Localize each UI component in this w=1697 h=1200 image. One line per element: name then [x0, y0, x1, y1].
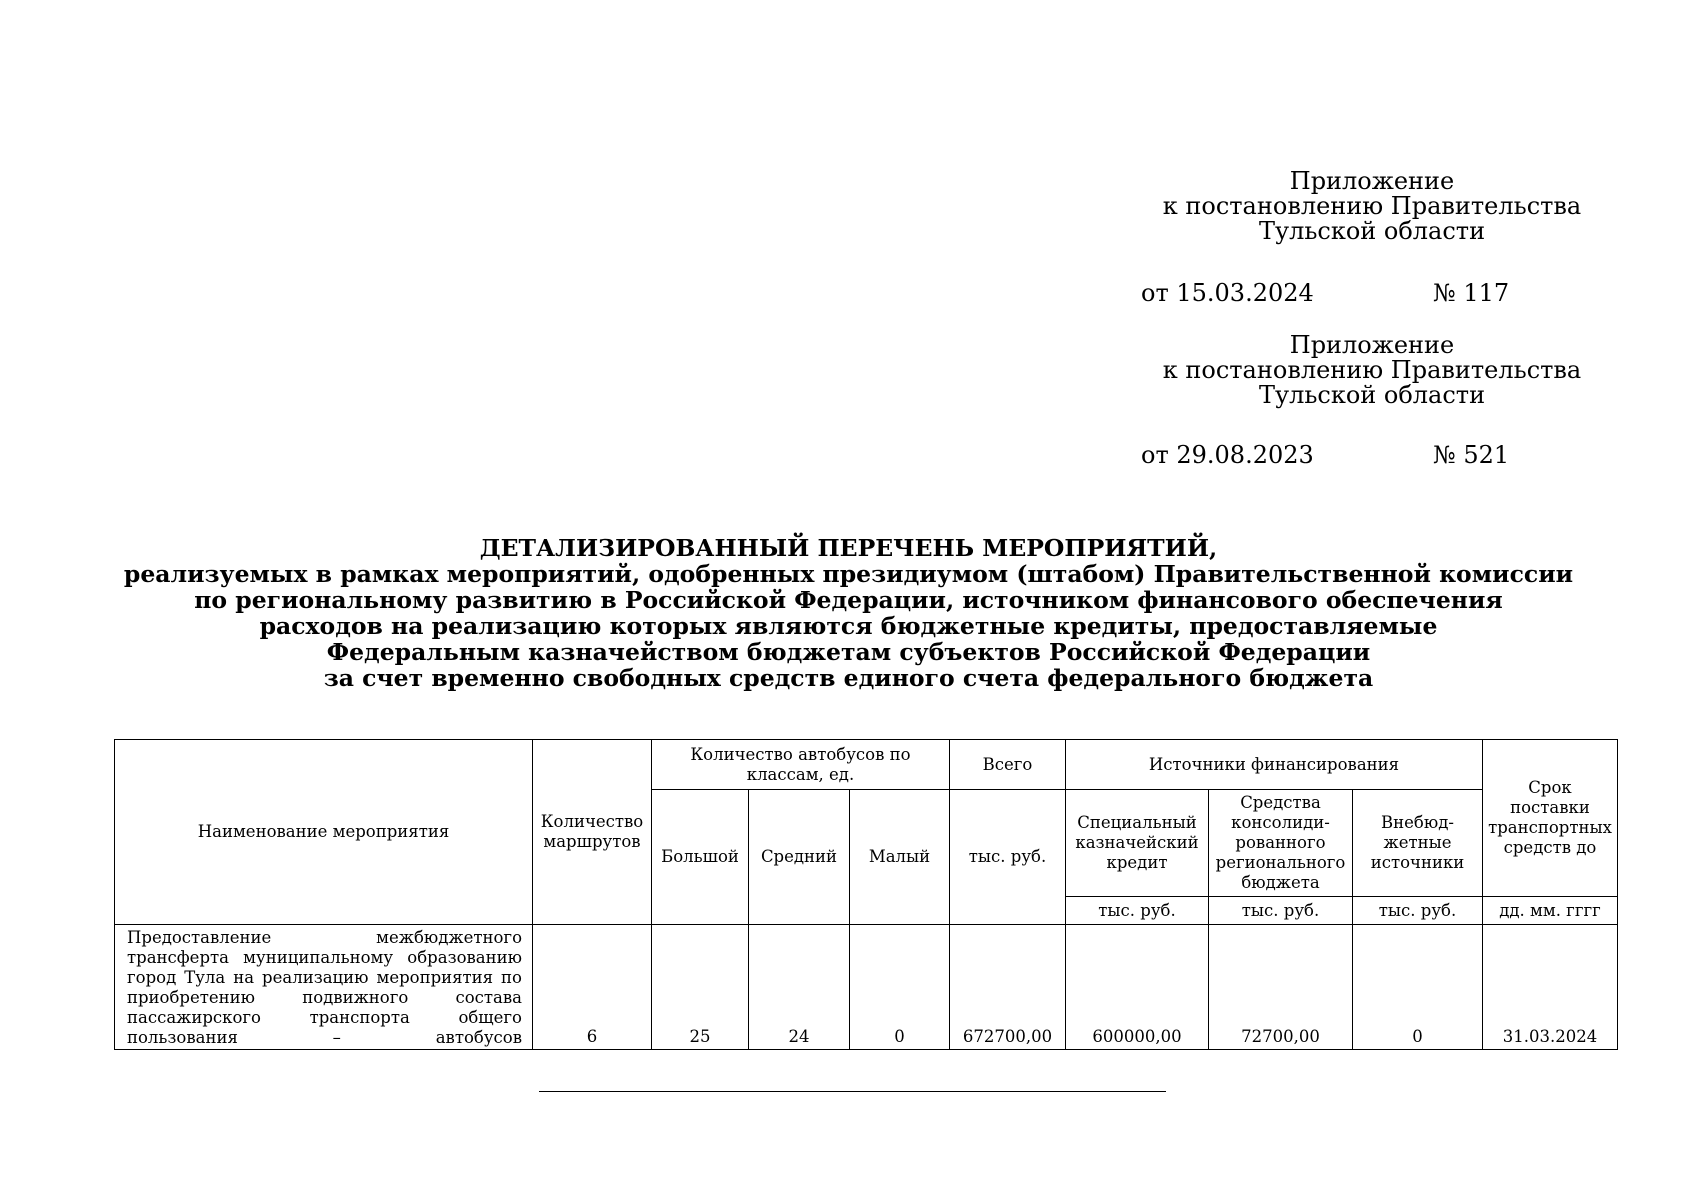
header-special-credit: Специальный казначейский кредит — [1066, 790, 1209, 897]
header-total-unit: тыс. руб. — [950, 790, 1066, 925]
header-buses-by-class: Количество автобусов по классам, ед. — [652, 740, 950, 790]
header-sources: Источники финансирования — [1066, 740, 1483, 790]
cell-total: 672700,00 — [950, 925, 1066, 1050]
header-total: Всего — [950, 740, 1066, 790]
header-regional-budget: Средства консолиди-рованного регионального бюджета — [1209, 790, 1353, 897]
appendix-current-number: № 117 — [1433, 279, 1510, 307]
appendix-decree: к постановлению Правительства — [1162, 192, 1582, 220]
cell-large: 25 — [652, 925, 749, 1050]
header-delivery-format: дд. мм. гггг — [1483, 897, 1618, 925]
cell-routes: 6 — [533, 925, 652, 1050]
cell-special-credit: 600000,00 — [1066, 925, 1209, 1050]
cell-medium: 24 — [749, 925, 850, 1050]
appendix-title: Приложение — [1289, 167, 1455, 195]
appendix-current-date: от 15.03.2024 — [1141, 279, 1314, 307]
document-title — [80, 535, 1617, 691]
closing-line — [539, 1091, 1166, 1092]
header-name: Наименование мероприятия — [115, 740, 533, 925]
header-extrabudget: Внебюд-жетные источники — [1353, 790, 1483, 897]
appendix-original — [1152, 333, 1592, 408]
header-unit-regional: тыс. руб. — [1209, 897, 1353, 925]
title-line: расходов на реализацию которых являются бюджетные кредиты, предоставляемые — [259, 612, 1438, 640]
header-unit-special: тыс. руб. — [1066, 897, 1209, 925]
appendix-decree: к постановлению Правительства — [1162, 356, 1582, 384]
cell-regional-budget: 72700,00 — [1209, 925, 1353, 1050]
header-medium: Средний — [749, 790, 850, 925]
appendix-region: Тульской области — [1258, 381, 1486, 409]
header-small: Малый — [850, 790, 950, 925]
table-row — [115, 925, 1618, 1050]
appendix-title: Приложение — [1289, 331, 1455, 359]
header-large: Большой — [652, 790, 749, 925]
title-line: Федеральным казначейством бюджетам субъектов Российской Федерации — [326, 638, 1371, 666]
title-line: за счет временно свободных средств единого счета федерального бюджета — [323, 664, 1374, 692]
cell-extrabudget: 0 — [1353, 925, 1483, 1050]
appendix-original-date: от 29.08.2023 — [1141, 441, 1314, 469]
title-line: ДЕТАЛИЗИРОВАННЫЙ ПЕРЕЧЕНЬ МЕРОПРИЯТИЙ, — [479, 534, 1218, 562]
title-line: по региональному развитию в Российской Федерации, источником финансового обеспечения — [194, 586, 1503, 614]
title-line: реализуемых в рамках мероприятий, одобренных президиумом (штабом) Правительственной комиссии — [123, 560, 1574, 588]
appendix-region: Тульской области — [1258, 217, 1486, 245]
header-delivery: Срок поставки транспортных средств до — [1483, 740, 1618, 897]
measures-table — [114, 739, 1618, 1050]
appendix-original-number: № 521 — [1433, 441, 1510, 469]
cell-small: 0 — [850, 925, 950, 1050]
header-unit-extra: тыс. руб. — [1353, 897, 1483, 925]
header-routes: Количество маршрутов — [533, 740, 652, 925]
appendix-current — [1152, 169, 1592, 244]
cell-name: Предоставление межбюджетного трансферта муниципальному образованию город Тула на реализацию мероприятия по приобретению подвижного состава пассажирского транспорта общего пользования – автобусов — [115, 925, 533, 1050]
cell-delivery: 31.03.2024 — [1483, 925, 1618, 1050]
